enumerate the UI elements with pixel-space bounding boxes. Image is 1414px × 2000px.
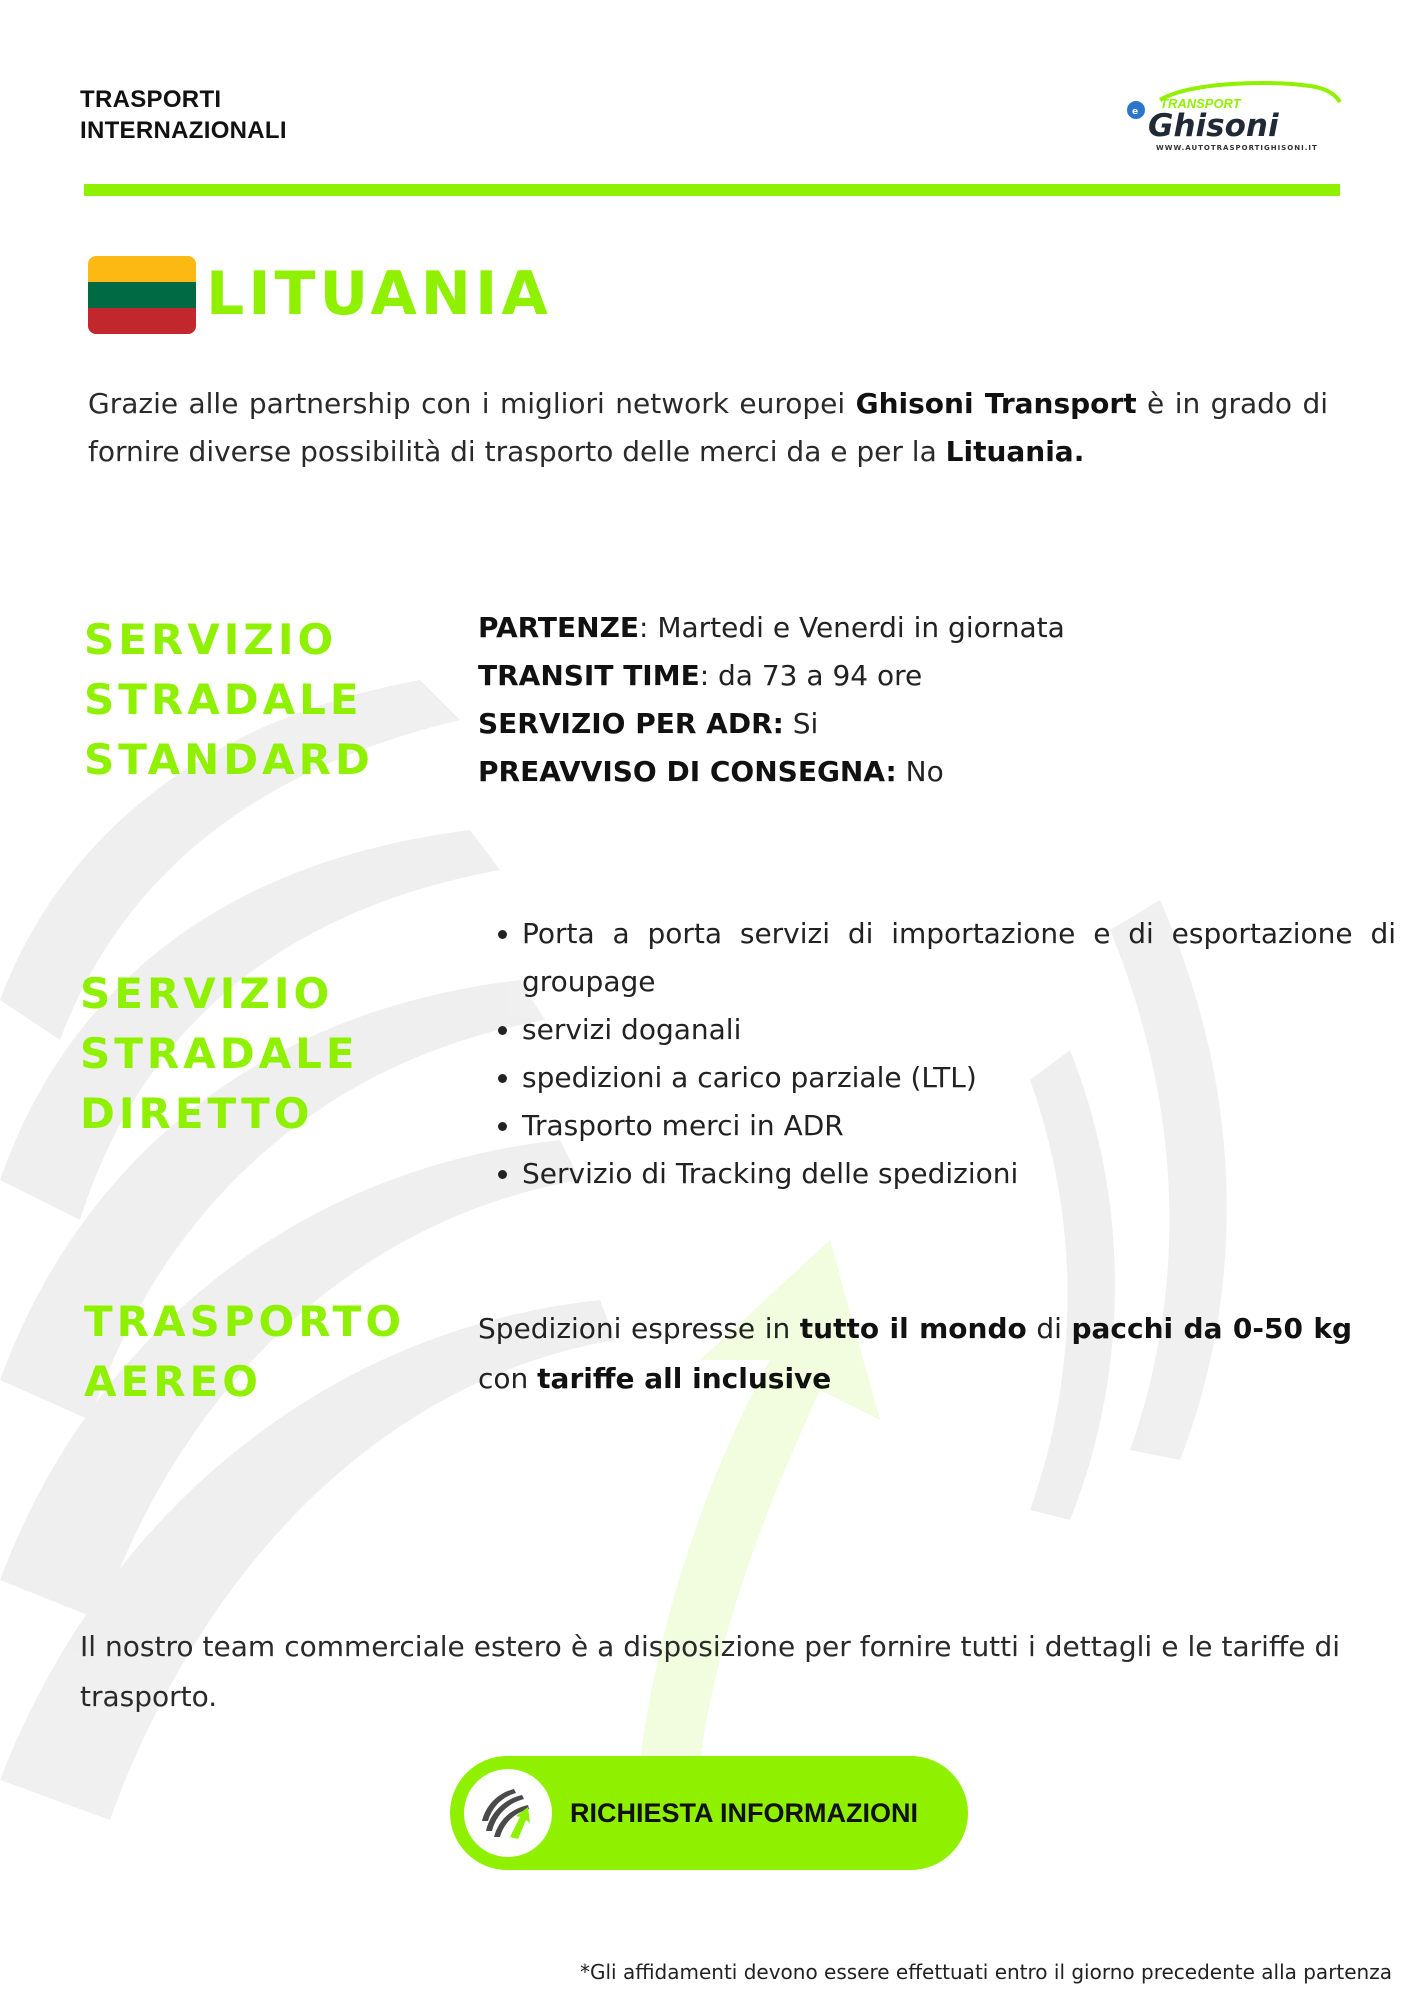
detail-label: TRANSIT TIME — [478, 659, 700, 692]
intro-country: Lituania — [945, 435, 1074, 468]
diretto-service-list — [478, 910, 1396, 1198]
list-item: • Trasporto merci in ADR — [522, 1102, 1396, 1150]
section-title-standard — [84, 610, 374, 790]
standard-details — [478, 604, 1065, 796]
footnote: *Gli affidamenti devono essere effettuati entro il giorno precedente alla partenza — [579, 1960, 1392, 1984]
section-title-line: STANDARD — [84, 735, 374, 784]
ghisoni-logo[interactable] — [1120, 78, 1344, 154]
header-title — [80, 84, 287, 146]
intro-text-middle: è in grado di fornire diverse possibilità di trasporto delle merci da e per la — [88, 387, 1328, 468]
detail-row-adr — [478, 700, 1065, 748]
air-text: Spedizioni espresse in — [478, 1312, 800, 1345]
logo-top-text: TRANSPORT — [1160, 96, 1241, 111]
list-item: • servizi doganali — [522, 1006, 1396, 1054]
intro-brand: Ghisoni Transport — [855, 387, 1137, 420]
page-title: LITUANIA — [206, 259, 552, 329]
detail-value: Si — [783, 707, 819, 740]
section-title-line: TRASPORTO — [84, 1297, 406, 1346]
header-title-line2: INTERNAZIONALI — [80, 117, 287, 144]
flag-stripe-red — [88, 308, 196, 334]
detail-value: : da 73 a 94 ore — [699, 659, 923, 692]
flag-stripe-green — [88, 282, 196, 308]
detail-label: PREAVVISO DI CONSEGNA: — [478, 755, 897, 788]
eco-logo-icon — [1120, 78, 1344, 154]
list-item: • Servizio di Tracking delle spedizioni — [522, 1150, 1396, 1198]
detail-row-preavviso — [478, 748, 1065, 796]
section-title-line: AEREO — [84, 1357, 262, 1406]
section-title-line: SERVIZIO — [80, 969, 334, 1018]
logo-url-text: WWW.AUTOTRASPORTIGHISONI.IT — [1156, 144, 1318, 152]
section-title-aereo — [84, 1292, 405, 1412]
air-text-bold: tutto il mondo — [799, 1312, 1027, 1345]
outro-paragraph: Il nostro team commerciale estero è a disposizione per fornire tutti i dettagli e le tariffe di trasporto. — [80, 1630, 1340, 1713]
air-transport-text — [478, 1304, 1352, 1404]
detail-label: PARTENZE — [478, 611, 640, 644]
detail-row-transit-time — [478, 652, 1065, 700]
section-title-line: DIRETTO — [80, 1089, 314, 1138]
air-text: con — [478, 1362, 538, 1395]
section-title-line: STRADALE — [84, 675, 363, 724]
request-info-button[interactable] — [450, 1756, 968, 1870]
logo-brand-text: Ghisoni — [1148, 108, 1279, 144]
detail-value: : Martedi e Venerdi in giornata — [639, 611, 1065, 644]
request-info-label: RICHIESTA INFORMAZIONI — [570, 1797, 918, 1828]
detail-label: SERVIZIO PER ADR: — [478, 707, 784, 740]
air-text-bold: tariffe all inclusive — [537, 1362, 832, 1395]
air-text-bold: pacchi da 0-50 kg — [1071, 1312, 1353, 1345]
detail-value: No — [896, 755, 944, 788]
lithuania-flag-icon — [88, 256, 196, 334]
header-divider — [84, 184, 1340, 196]
list-item: • Porta a porta servizi di importazione e di esportazione di groupage — [522, 910, 1396, 1006]
intro-text-start: Grazie alle partnership con i migliori network europei — [88, 387, 856, 420]
detail-row-partenze — [478, 604, 1065, 652]
list-item: • spedizioni a carico parziale (LTL) — [522, 1054, 1396, 1102]
section-title-diretto — [80, 964, 359, 1144]
intro-paragraph — [88, 380, 1328, 476]
section-title-line: SERVIZIO — [84, 615, 338, 664]
header-title-line1: TRASPORTI — [80, 86, 222, 113]
flag-stripe-yellow — [88, 256, 196, 282]
section-title-line: STRADALE — [80, 1029, 359, 1078]
intro-end: . — [1073, 435, 1085, 468]
svg-text:e: e — [1132, 107, 1139, 117]
swoosh-arrow-icon — [464, 1769, 552, 1857]
air-text: di — [1026, 1312, 1072, 1345]
